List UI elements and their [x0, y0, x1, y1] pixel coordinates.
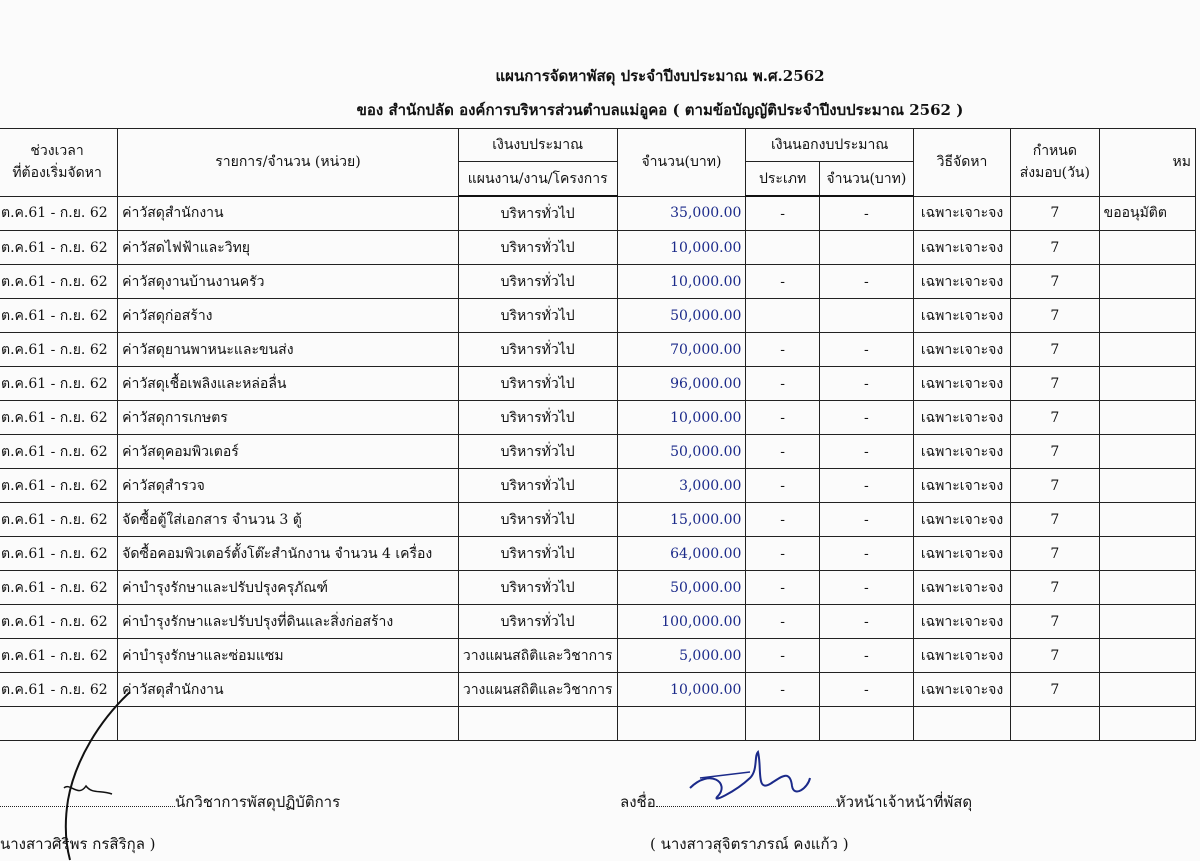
table-row — [0, 469, 1196, 503]
cell-method: เฉพาะเจาะจง — [913, 231, 1010, 265]
cell-method: เฉพาะเจาะจง — [913, 673, 1010, 707]
cell-item: จัดซื้อคอมพิวเตอร์ตั้งโต๊ะสำนักงาน จำนวน 4 เครื่อง — [118, 537, 459, 571]
cell-days: 7 — [1011, 469, 1100, 503]
signature-left-title: นักวิชาการพัสดุปฏิบัติการ — [175, 793, 341, 811]
cell-amount: 15,000.00 — [617, 503, 746, 537]
cell-days: 7 — [1011, 673, 1100, 707]
cell-method: เฉพาะเจาะจง — [913, 571, 1010, 605]
cell-offbudget-amount: - — [819, 673, 913, 707]
cell-item: ค่าบำรุงรักษาและปรับปรุงที่ดินและสิ่งก่อสร้าง — [118, 605, 459, 639]
cell-item: ค่าวัสดุคอมพิวเตอร์ — [118, 435, 459, 469]
cell-amount: 50,000.00 — [617, 435, 746, 469]
cell-program: บริหารทั่วไป — [458, 333, 617, 367]
header-budget-sub: แผนงาน/งาน/โครงการ — [458, 162, 617, 197]
cell-days: 7 — [1011, 639, 1100, 673]
cell-period: ต.ค.61 - ก.ย. 62 — [0, 231, 118, 265]
cell-period: ต.ค.61 - ก.ย. 62 — [0, 503, 118, 537]
cell-offbudget-amount: - — [819, 401, 913, 435]
cell-remark — [1099, 469, 1195, 503]
cell-offbudget-type — [746, 231, 819, 265]
table-row — [0, 265, 1196, 299]
cell-offbudget-amount: - — [819, 503, 913, 537]
cell-method: เฉพาะเจาะจง — [913, 333, 1010, 367]
cell-item: ค่าบำรุงรักษาและปรับปรุงครุภัณฑ์ — [118, 571, 459, 605]
cell-offbudget-type: - — [746, 469, 819, 503]
cell-days: 7 — [1011, 571, 1100, 605]
cell-period: ต.ค.61 - ก.ย. 62 — [0, 673, 118, 707]
header-period: ช่วงเวลา ที่ต้องเริ่มจัดหา — [0, 129, 118, 197]
cell-remark — [1099, 333, 1195, 367]
cell-remark — [1099, 231, 1195, 265]
cell-remark — [1099, 605, 1195, 639]
cell-remark — [1099, 571, 1195, 605]
table-header — [0, 129, 1196, 197]
cell-program: บริหารทั่วไป — [458, 435, 617, 469]
cell-program: บริหารทั่วไป — [458, 605, 617, 639]
cell-period: ต.ค.61 - ก.ย. 62 — [0, 639, 118, 673]
cell-method: เฉพาะเจาะจง — [913, 639, 1010, 673]
cell-method: เฉพาะเจาะจง — [913, 435, 1010, 469]
cell-amount: 64,000.00 — [617, 537, 746, 571]
cell-offbudget-type: - — [746, 673, 819, 707]
cell-method: เฉพาะเจาะจง — [913, 401, 1010, 435]
cell-days: 7 — [1011, 299, 1100, 333]
cell-period: ต.ค.61 - ก.ย. 62 — [0, 333, 118, 367]
document-subtitle: ของ สำนักปลัด องค์การบริหารส่วนตำบลแม่อูคอ ( ตามข้อบัญญัติประจำปีงบประมาณ 2562 ) — [356, 101, 964, 119]
cell-method: เฉพาะเจาะจง — [913, 537, 1010, 571]
signature-right-prefix: ลงชื่อ — [620, 793, 656, 811]
header-offbudget-type: ประเภท — [746, 162, 819, 197]
cell-days: 7 — [1011, 605, 1100, 639]
cell-period: ต.ค.61 - ก.ย. 62 — [0, 367, 118, 401]
cell-offbudget-type: - — [746, 503, 819, 537]
cell-item: ค่าวัสดุงานบ้านงานครัว — [118, 265, 459, 299]
table-body — [0, 196, 1196, 741]
cell-program: วางแผนสถิติและวิชาการ — [458, 673, 617, 707]
cell-offbudget-type: - — [746, 605, 819, 639]
table-row — [0, 196, 1196, 231]
cell-period: ต.ค.61 - ก.ย. 62 — [0, 571, 118, 605]
cell-offbudget-amount: - — [819, 571, 913, 605]
cell-days: 7 — [1011, 537, 1100, 571]
cell-item: ค่าวัสดุสำนักงาน — [118, 673, 459, 707]
table-row-empty — [0, 707, 1196, 741]
header-item: รายการ/จำนวน (หน่วย) — [118, 129, 459, 197]
cell-period: ต.ค.61 - ก.ย. 62 — [0, 299, 118, 333]
cell-item: ค่าวัสดุการเกษตร — [118, 401, 459, 435]
cell-remark — [1099, 537, 1195, 571]
table-row — [0, 231, 1196, 265]
cell-days: 7 — [1011, 401, 1100, 435]
handwritten-signature-left — [30, 690, 150, 861]
cell-amount: 10,000.00 — [617, 265, 746, 299]
cell-item: ค่าวัสดุก่อสร้าง — [118, 299, 459, 333]
cell-offbudget-amount: - — [819, 333, 913, 367]
cell-program: บริหารทั่วไป — [458, 265, 617, 299]
cell-item: ค่าบำรุงรักษาและซ่อมแซม — [118, 639, 459, 673]
cell-period: ต.ค.61 - ก.ย. 62 — [0, 435, 118, 469]
cell-offbudget-type: - — [746, 333, 819, 367]
signature-right-title: หัวหน้าเจ้าหน้าที่พัสดุ — [835, 793, 973, 811]
cell-remark — [1099, 265, 1195, 299]
header-budget-group: เงินงบประมาณ — [458, 129, 617, 162]
header-deadline: กำหนด ส่งมอบ(วัน) — [1011, 129, 1100, 197]
table-row — [0, 605, 1196, 639]
cell-amount: 96,000.00 — [617, 367, 746, 401]
cell-offbudget-type: - — [746, 571, 819, 605]
cell-amount: 10,000.00 — [617, 401, 746, 435]
cell-method: เฉพาะเจาะจง — [913, 367, 1010, 401]
table-row — [0, 537, 1196, 571]
cell-amount: 50,000.00 — [617, 571, 746, 605]
cell-period: ต.ค.61 - ก.ย. 62 — [0, 401, 118, 435]
cell-amount: 50,000.00 — [617, 299, 746, 333]
cell-program: บริหารทั่วไป — [458, 401, 617, 435]
table-row — [0, 503, 1196, 537]
cell-remark — [1099, 367, 1195, 401]
cell-amount: 3,000.00 — [617, 469, 746, 503]
cell-amount: 35,000.00 — [617, 196, 746, 231]
cell-item: ค่าวัสดุยานพาหนะและขนส่ง — [118, 333, 459, 367]
cell-program: บริหารทั่วไป — [458, 367, 617, 401]
table-row — [0, 367, 1196, 401]
table-row — [0, 299, 1196, 333]
cell-remark — [1099, 401, 1195, 435]
cell-program: บริหารทั่วไป — [458, 196, 617, 231]
handwritten-signature-right — [680, 748, 830, 808]
table-row — [0, 639, 1196, 673]
cell-program: บริหารทั่วไป — [458, 537, 617, 571]
cell-remark — [1099, 503, 1195, 537]
cell-offbudget-amount: - — [819, 537, 913, 571]
document-title: แผนการจัดหาพัสดุ ประจำปีงบประมาณ พ.ศ.2562 — [495, 67, 825, 85]
header-method: วิธีจัดหา — [913, 129, 1010, 197]
cell-amount: 100,000.00 — [617, 605, 746, 639]
cell-offbudget-amount: - — [819, 196, 913, 231]
cell-offbudget-amount: - — [819, 639, 913, 673]
cell-offbudget-amount: - — [819, 435, 913, 469]
cell-method: เฉพาะเจาะจง — [913, 196, 1010, 231]
cell-program: วางแผนสถิติและวิชาการ — [458, 639, 617, 673]
cell-days: 7 — [1011, 367, 1100, 401]
cell-offbudget-type: - — [746, 435, 819, 469]
cell-amount: 70,000.00 — [617, 333, 746, 367]
cell-item: ค่าวัสดุเชื้อเพลิงและหล่อลื่น — [118, 367, 459, 401]
cell-period: ต.ค.61 - ก.ย. 62 — [0, 469, 118, 503]
cell-offbudget-amount: - — [819, 367, 913, 401]
cell-amount: 10,000.00 — [617, 673, 746, 707]
header-offbudget-group: เงินนอกงบประมาณ — [746, 129, 914, 162]
procurement-plan-table — [0, 128, 1196, 741]
cell-period: ต.ค.61 - ก.ย. 62 — [0, 196, 118, 231]
cell-method: เฉพาะเจาะจง — [913, 503, 1010, 537]
header-offbudget-amount: จำนวน(บาท) — [819, 162, 913, 197]
cell-offbudget-type: - — [746, 367, 819, 401]
header-remark: หม — [1099, 129, 1195, 197]
cell-offbudget-amount: - — [819, 469, 913, 503]
cell-days: 7 — [1011, 196, 1100, 231]
header-amount: จำนวน(บาท) — [617, 129, 746, 197]
cell-program: บริหารทั่วไป — [458, 469, 617, 503]
cell-method: เฉพาะเจาะจง — [913, 299, 1010, 333]
cell-program: บริหารทั่วไป — [458, 231, 617, 265]
cell-offbudget-amount: - — [819, 605, 913, 639]
cell-offbudget-type: - — [746, 196, 819, 231]
cell-days: 7 — [1011, 231, 1100, 265]
cell-amount: 10,000.00 — [617, 231, 746, 265]
cell-offbudget-type: - — [746, 639, 819, 673]
cell-item: ค่าวัสดไฟฟ้าและวิทยุ — [118, 231, 459, 265]
cell-amount: 5,000.00 — [617, 639, 746, 673]
cell-offbudget-type: - — [746, 537, 819, 571]
cell-program: บริหารทั่วไป — [458, 299, 617, 333]
cell-offbudget-amount: - — [819, 265, 913, 299]
cell-program: บริหารทั่วไป — [458, 571, 617, 605]
cell-item: ค่าวัสดุสำรวจ — [118, 469, 459, 503]
cell-offbudget-type — [746, 299, 819, 333]
cell-remark — [1099, 673, 1195, 707]
cell-program: บริหารทั่วไป — [458, 503, 617, 537]
cell-method: เฉพาะเจาะจง — [913, 605, 1010, 639]
signature-right-name: ( นางสาวสุจิตราภรณ์ คงแก้ว ) — [650, 835, 849, 853]
cell-days: 7 — [1011, 503, 1100, 537]
cell-days: 7 — [1011, 435, 1100, 469]
cell-remark: ขออนุมัติต — [1099, 196, 1195, 231]
cell-period: ต.ค.61 - ก.ย. 62 — [0, 265, 118, 299]
signature-left-name: นางสาวศิริพร กรสิริกุล ) — [0, 835, 156, 853]
table-row — [0, 401, 1196, 435]
table-row — [0, 571, 1196, 605]
cell-period: ต.ค.61 - ก.ย. 62 — [0, 537, 118, 571]
cell-item: จัดซื้อตู้ใส่เอกสาร จำนวน 3 ตู้ — [118, 503, 459, 537]
cell-offbudget-amount — [819, 299, 913, 333]
cell-remark — [1099, 639, 1195, 673]
cell-method: เฉพาะเจาะจง — [913, 469, 1010, 503]
cell-offbudget-amount — [819, 231, 913, 265]
table-row — [0, 673, 1196, 707]
cell-remark — [1099, 435, 1195, 469]
cell-item: ค่าวัสดุสำนักงาน — [118, 196, 459, 231]
cell-method: เฉพาะเจาะจง — [913, 265, 1010, 299]
cell-remark — [1099, 299, 1195, 333]
cell-days: 7 — [1011, 333, 1100, 367]
table-row — [0, 435, 1196, 469]
cell-days: 7 — [1011, 265, 1100, 299]
cell-offbudget-type: - — [746, 265, 819, 299]
cell-period: ต.ค.61 - ก.ย. 62 — [0, 605, 118, 639]
cell-offbudget-type: - — [746, 401, 819, 435]
table-row — [0, 333, 1196, 367]
